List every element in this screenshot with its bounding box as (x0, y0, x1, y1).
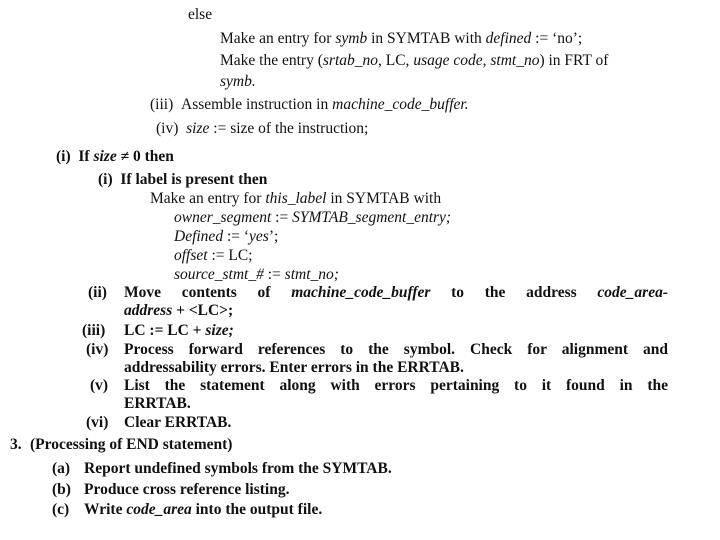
step-vi-label: (vi) (86, 414, 109, 431)
step-iv-line2: addressability errors. Enter errors in the ERRTAB. (124, 359, 464, 376)
step-b-line: Produce cross reference listing. (84, 481, 290, 498)
source-stmt-line: source_stmt_# := stmt_no; (174, 266, 339, 283)
step-c-line: Write code_area into the output file. (84, 501, 323, 518)
step-c-label: (c) (52, 501, 70, 518)
step-iv-label: (iv) (86, 341, 109, 358)
step-b-label: (b) (52, 481, 71, 498)
step-a-line: Report undefined symbols from the SYMTAB. (84, 460, 392, 477)
step-ii-label: (ii) (88, 284, 107, 301)
this-label-entry-line: Make an entry for this_label in SYMTAB with (150, 190, 442, 207)
owner-segment-line: owner_segment := SYMTAB_segment_entry; (174, 209, 452, 226)
step-iv-line1: Process forward references to the symbol. Check for alignment and (124, 341, 668, 358)
step-v-line2: ERRTAB. (124, 395, 191, 412)
step-iv-size: (iv) size := size of the instruction; (156, 120, 369, 137)
if-size-line: (i) If size ≠ 0 then (56, 148, 174, 165)
step-vi-line: Clear ERRTAB. (124, 414, 232, 431)
step-iii-assemble: (iii) Assemble instruction in machine_code_buffer. (150, 96, 469, 113)
else-keyword: else (188, 6, 213, 23)
step-v-label: (v) (90, 377, 109, 394)
step-3-label: 3. (10, 436, 22, 453)
frt-entry-continuation: symb. (220, 73, 256, 90)
symtab-entry-line: Make an entry for symb in SYMTAB with defined := ‘no’; (220, 30, 583, 47)
step-v-line1: List the statement along with errors pertaining to it found in the (124, 377, 668, 394)
step-iii-lc-label: (iii) (82, 322, 106, 339)
frt-entry-line: Make the entry (srtab_no, LC, usage code, stmt_no) in FRT of (220, 52, 609, 69)
offset-line: offset := LC; (174, 247, 253, 264)
defined-yes-line: Defined := ‘yes’; (174, 228, 279, 245)
step-iii-lc-line: LC := LC + size; (124, 322, 234, 339)
step-ii-line2: address + <LC>; (124, 302, 234, 319)
step-ii-line1: Move contents of machine_code_buffer to the address code_area- (124, 284, 669, 301)
step-3-heading: (Processing of END statement) (30, 436, 233, 453)
step-a-label: (a) (52, 460, 71, 477)
if-label-line: (i) If label is present then (98, 171, 268, 188)
